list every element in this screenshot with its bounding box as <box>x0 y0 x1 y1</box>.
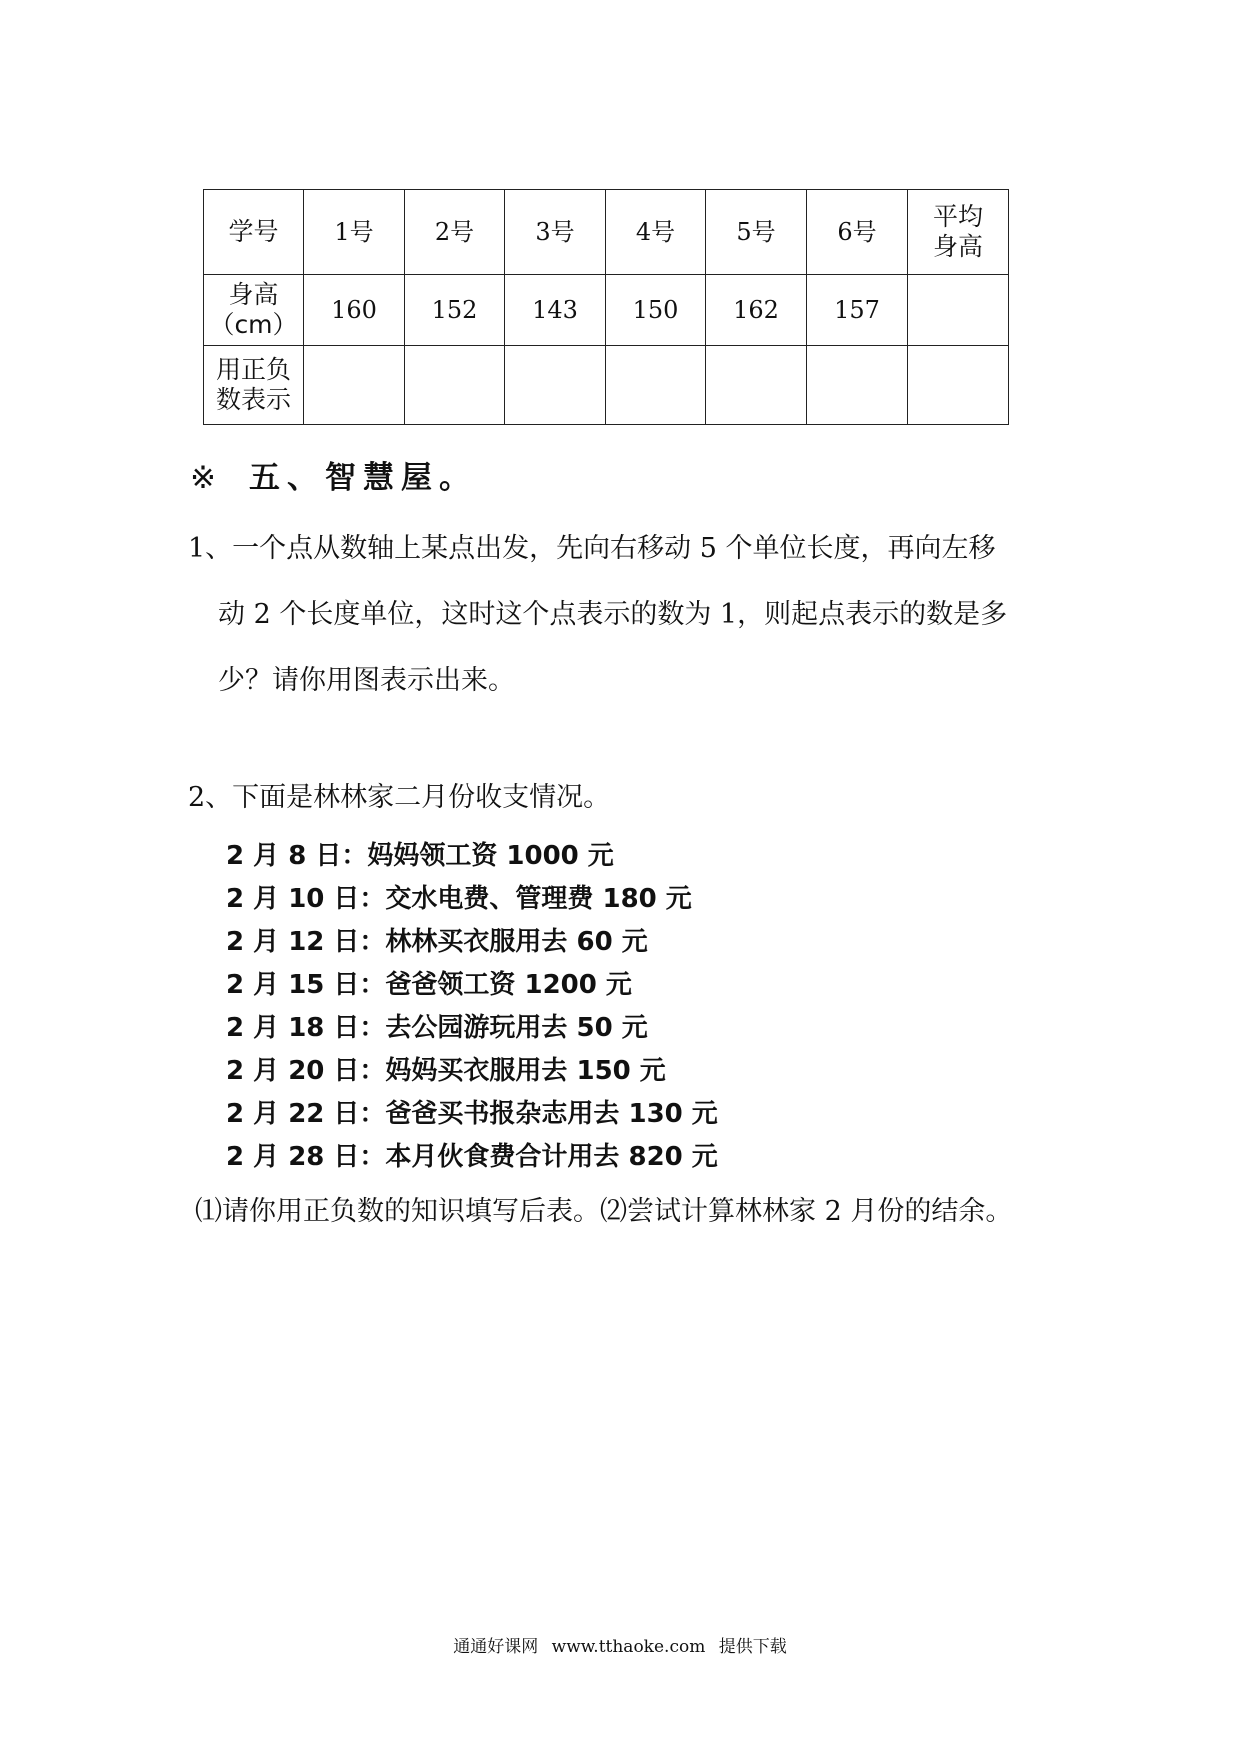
student-5-header: 5号 <box>706 190 807 275</box>
height-cell: 150 <box>606 275 706 346</box>
student-number-header: 学号 <box>204 190 304 275</box>
footer-suffix: 提供下载 <box>718 1637 787 1657</box>
height-table <box>203 189 1009 425</box>
average-height-header <box>908 190 1009 275</box>
ledger-entry: 2 月 22 日：爸爸买书报杂志用去 130 元 <box>226 1099 718 1129</box>
height-row <box>204 275 1009 346</box>
signed-number-blank-cell <box>908 346 1009 425</box>
height-cell: 160 <box>304 275 405 346</box>
ledger-entry: 2 月 8 日：妈妈领工资 1000 元 <box>226 841 614 871</box>
signed-number-row <box>204 346 1009 425</box>
height-cell: 157 <box>807 275 908 346</box>
student-4-header: 4号 <box>606 190 706 275</box>
table-header-row <box>204 190 1009 275</box>
student-3-header: 3号 <box>505 190 606 275</box>
signed-number-blank-cell <box>405 346 505 425</box>
ledger-entry: 2 月 12 日：林林买衣服用去 60 元 <box>226 927 648 957</box>
ledger-entry: 2 月 10 日：交水电费、管理费 180 元 <box>226 884 692 914</box>
signed-label-line: 用正负 <box>215 355 291 384</box>
average-header-line: 身高 <box>932 232 983 261</box>
footer-site-name: 通通好课网 <box>453 1637 539 1657</box>
signed-number-blank-cell <box>505 346 606 425</box>
question-1 <box>188 516 1068 714</box>
height-unit-line: （cm） <box>209 310 298 339</box>
student-6-header: 6号 <box>807 190 908 275</box>
signed-number-blank-cell <box>706 346 807 425</box>
height-cell: 152 <box>405 275 505 346</box>
question-1-line: 动 2 个长度单位，这时这个点表示的数为 1，则起点表示的数是多 <box>218 599 1008 630</box>
question-2-tasks: ⑴请你用正负数的知识填写后表。⑵尝试计算林林家 2 月份的结余。 <box>195 1196 1013 1227</box>
income-expense-list <box>226 835 718 1179</box>
signed-number-blank-cell <box>606 346 706 425</box>
ledger-entry: 2 月 20 日：妈妈买衣服用去 150 元 <box>226 1056 666 1086</box>
reference-mark-icon: ※ <box>190 460 223 496</box>
section-title: 五、智慧屋。 <box>248 460 477 496</box>
average-header-line: 平均 <box>932 202 983 231</box>
student-2-header: 2号 <box>405 190 505 275</box>
average-height-blank-cell <box>908 275 1009 346</box>
question-1-line: 1、一个点从数轴上某点出发，先向右移动 5 个单位长度，再向左移 <box>188 533 996 564</box>
section-heading <box>190 452 477 497</box>
student-1-header: 1号 <box>304 190 405 275</box>
question-2-intro: 2、下面是林林家二月份收支情况。 <box>188 782 611 813</box>
footer-url: www.tthaoke.com <box>551 1637 706 1657</box>
height-cell: 143 <box>505 275 606 346</box>
height-cell: 162 <box>706 275 807 346</box>
height-row-label <box>204 275 304 346</box>
signed-number-blank-cell <box>807 346 908 425</box>
signed-label-line: 数表示 <box>215 385 291 414</box>
ledger-entry: 2 月 15 日：爸爸领工资 1200 元 <box>226 970 632 1000</box>
ledger-entry: 2 月 18 日：去公园游玩用去 50 元 <box>226 1013 648 1043</box>
question-1-line: 少？请你用图表示出来。 <box>218 665 515 696</box>
signed-number-blank-cell <box>304 346 405 425</box>
page-footer <box>0 1632 1240 1657</box>
signed-number-row-label <box>204 346 304 425</box>
ledger-entry: 2 月 28 日：本月伙食费合计用去 820 元 <box>226 1142 718 1172</box>
height-label-line: 身高 <box>228 280 279 309</box>
